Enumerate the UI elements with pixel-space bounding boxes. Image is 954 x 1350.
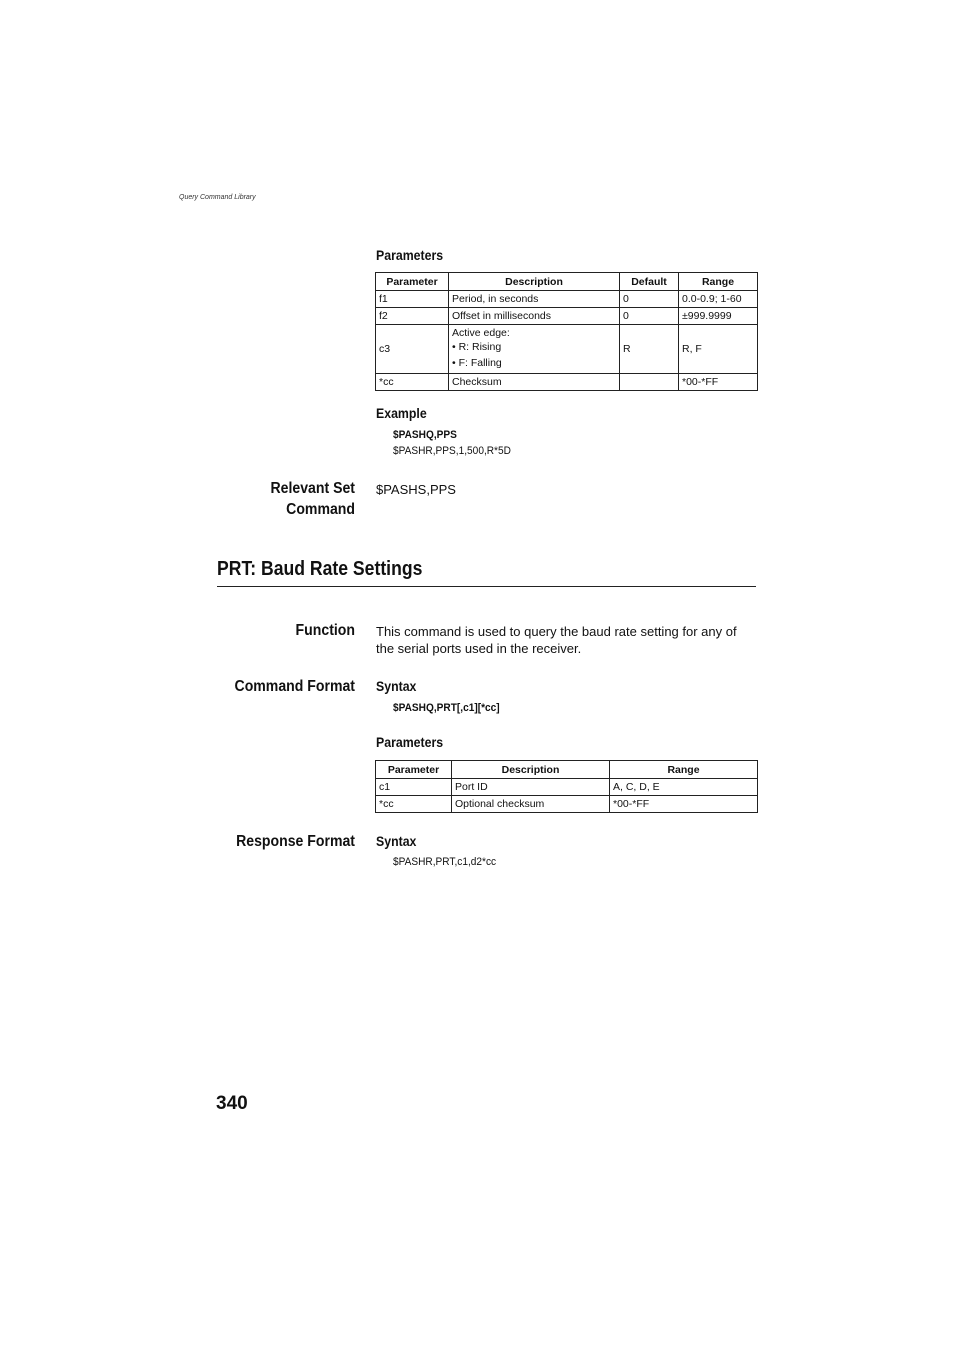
relevant-heading-line2: Command (286, 501, 355, 518)
prt-parameters-table (375, 760, 758, 813)
column-header-description: Description (449, 273, 620, 291)
cell-range: ±999.9999 (679, 308, 758, 325)
cell-range: 0.0-0.9; 1-60 (679, 291, 758, 308)
table-row (376, 779, 758, 796)
cell-default (620, 374, 679, 391)
response-format-heading: Response Format (236, 833, 355, 850)
relevant-set-command-value: $PASHS,PPS (376, 482, 456, 497)
cell-default: R (620, 325, 679, 374)
cell-range: *00-*FF (610, 796, 758, 813)
column-header-parameter: Parameter (376, 761, 452, 779)
example-query: $PASHQ,PPS (393, 429, 457, 441)
cell-parameter: f2 (376, 308, 449, 325)
cell-range: R, F (679, 325, 758, 374)
cell-parameter: *cc (376, 796, 452, 813)
parameters-heading: Parameters (376, 247, 444, 263)
cell-parameter: c1 (376, 779, 452, 796)
function-text: This command is used to query the baud rate setting for any of the serial ports used in the receiver. (376, 624, 737, 656)
cell-range: *00-*FF (679, 374, 758, 391)
section-title: PRT: Baud Rate Settings (217, 558, 423, 580)
cell-description: Port ID (452, 779, 610, 796)
table-row (376, 796, 758, 813)
cell-default: 0 (620, 291, 679, 308)
cell-description (449, 325, 620, 374)
cell-description: Offset in milliseconds (449, 308, 620, 325)
page-number: 340 (216, 1093, 248, 1114)
syntax-heading: Syntax (376, 678, 417, 694)
running-head: Query Command Library (179, 194, 256, 201)
response-syntax-heading: Syntax (376, 833, 417, 849)
table-row (376, 374, 758, 391)
cell-description: Checksum (449, 374, 620, 391)
column-header-range: Range (610, 761, 758, 779)
column-header-range: Range (679, 273, 758, 291)
column-header-parameter: Parameter (376, 273, 449, 291)
cell-description: Period, in seconds (449, 291, 620, 308)
cell-description: Optional checksum (452, 796, 610, 813)
list-item: • R: Rising (452, 341, 502, 353)
section-rule (217, 586, 756, 587)
parameters-heading: Parameters (376, 734, 444, 750)
column-header-default: Default (620, 273, 679, 291)
command-format-heading: Command Format (234, 678, 355, 695)
column-header-description: Description (452, 761, 610, 779)
cell-default: 0 (620, 308, 679, 325)
response-syntax-value: $PASHR,PRT,c1,d2*cc (393, 856, 497, 868)
syntax-value: $PASHQ,PRT[,c1][*cc] (393, 702, 500, 714)
active-edge-label: Active edge: (452, 327, 510, 339)
list-item: • F: Falling (452, 357, 502, 369)
cell-parameter: c3 (376, 325, 449, 374)
function-heading: Function (295, 622, 355, 639)
cell-parameter: f1 (376, 291, 449, 308)
cell-range: A, C, D, E (610, 779, 758, 796)
edge-options-list (452, 339, 616, 371)
cell-parameter: *cc (376, 374, 449, 391)
example-heading: Example (376, 405, 427, 421)
relevant-set-command-heading (179, 478, 355, 520)
table-row (376, 308, 758, 325)
example-response: $PASHR,PPS,1,500,R*5D (393, 445, 511, 457)
pps-parameters-table (375, 272, 758, 391)
table-row (376, 325, 758, 374)
table-row (376, 291, 758, 308)
table-header-row (376, 273, 758, 291)
table-header-row (376, 761, 758, 779)
relevant-heading-line1: Relevant Set (270, 480, 355, 497)
